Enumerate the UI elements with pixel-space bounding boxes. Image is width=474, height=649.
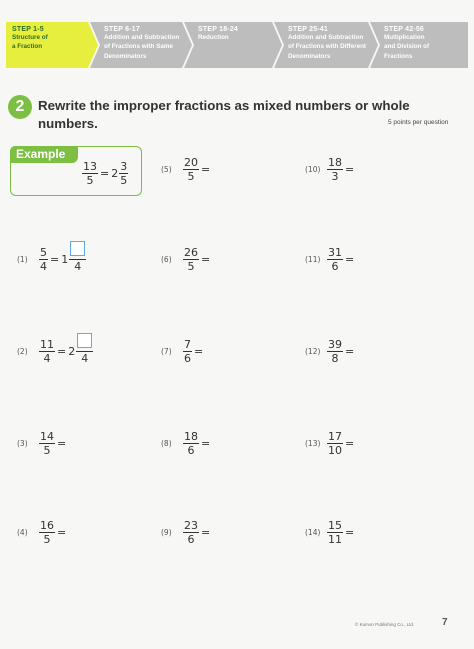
equals-sign: =: [201, 436, 211, 450]
equals-sign: =: [345, 252, 355, 266]
answer-fraction: [76, 333, 93, 364]
problem-label: (14): [305, 527, 321, 537]
fraction-denominator: 5: [187, 169, 195, 183]
problem-fraction: [327, 339, 343, 364]
problem-2: [17, 338, 93, 364]
equals-sign: =: [57, 436, 67, 450]
example-equation: [82, 160, 128, 186]
step-desc-line: Reduction: [198, 34, 229, 41]
problem-4: [17, 519, 68, 545]
equals-sign: =: [194, 344, 204, 358]
example-fraction: [82, 161, 98, 186]
problem-label: (11): [305, 254, 321, 264]
fraction-numerator: 13: [83, 159, 97, 173]
example-label: Example: [10, 146, 78, 163]
problem-5: [161, 156, 212, 182]
fraction-numerator: 14: [40, 429, 54, 443]
problem-9: [161, 519, 212, 545]
problem-label: (3): [17, 438, 28, 448]
problem-fraction: [183, 247, 199, 272]
fraction-denominator: 4: [43, 351, 51, 365]
problem-fraction: [39, 431, 55, 456]
step-desc-line: Multiplication: [384, 34, 425, 41]
fraction-denominator: 5: [43, 532, 51, 546]
step-desc-line: Addition and Subtraction: [288, 34, 364, 41]
fraction-denominator: 6: [187, 532, 195, 546]
problem-label: (10): [305, 164, 321, 174]
fraction-numerator: 5: [40, 245, 47, 259]
fraction-denominator: 10: [328, 443, 342, 457]
problem-fraction: [183, 431, 199, 456]
answer-fraction: [69, 241, 86, 272]
fraction-numerator: 20: [184, 155, 198, 169]
problem-13: [305, 430, 356, 456]
problem-fraction: [39, 247, 48, 272]
copyright-text: © Kumon Publishing Co., Ltd.: [355, 622, 415, 627]
fraction-denominator: 4: [81, 351, 89, 365]
whole-number: 2: [68, 344, 76, 358]
equals-sign: =: [345, 436, 355, 450]
problem-label: (1): [17, 254, 28, 264]
answer-numerator-box[interactable]: [76, 333, 93, 352]
step-title: STEP 25-41: [288, 26, 329, 33]
fraction-numerator: 18: [328, 155, 342, 169]
problem-label: (7): [161, 346, 172, 356]
fraction-denominator: 4: [40, 259, 47, 273]
fraction-denominator: 5: [187, 259, 195, 273]
step-desc-line: of Fractions with Different: [288, 43, 367, 51]
fraction-numerator: 11: [40, 337, 54, 351]
equals-sign: =: [57, 525, 67, 539]
problem-label: (4): [17, 527, 28, 537]
problem-label: (2): [17, 346, 28, 356]
fraction-denominator: 4: [74, 259, 82, 273]
problem-14: [305, 519, 356, 545]
equals-sign: =: [201, 162, 211, 176]
fraction-denominator: 5: [86, 173, 94, 187]
fraction-numerator: 18: [184, 429, 198, 443]
step-25-41: [274, 22, 378, 68]
problem-fraction: [39, 520, 55, 545]
fraction-denominator: 5: [43, 443, 51, 457]
problem-12: [305, 338, 356, 364]
fraction-denominator: 6: [184, 351, 191, 365]
answer-input-box[interactable]: [77, 333, 92, 348]
equals-sign: =: [100, 166, 110, 180]
step-desc-line: and Division of: [384, 43, 430, 51]
problem-label: (13): [305, 438, 321, 448]
problem-label: (8): [161, 438, 172, 448]
problem-fraction: [39, 339, 55, 364]
problem-fraction: [327, 431, 343, 456]
problem-fraction: [183, 339, 192, 364]
fraction-denominator: 8: [331, 351, 339, 365]
problem-label: (6): [161, 254, 172, 264]
step-1-5: [6, 22, 98, 68]
step-desc-line: Fractions: [384, 52, 413, 60]
problem-7: [161, 338, 205, 364]
fraction-numerator: 3: [120, 159, 128, 173]
step-desc-line: Structure of: [12, 34, 48, 41]
fraction-denominator: 6: [187, 443, 195, 457]
equals-sign: =: [201, 525, 211, 539]
step-42-56: [370, 22, 468, 68]
problem-1: [17, 246, 86, 272]
fraction-denominator: 3: [331, 169, 339, 183]
problem-3: [17, 430, 68, 456]
step-progress-bar: [6, 22, 468, 68]
step-title: STEP 42-56: [384, 26, 425, 33]
step-desc-line: Denominators: [104, 52, 147, 60]
problem-10: [305, 156, 356, 182]
fraction-numerator: 39: [328, 337, 342, 351]
equals-sign: =: [57, 344, 67, 358]
fraction-denominator: 11: [328, 532, 342, 546]
step-title: STEP 1-5: [12, 26, 44, 33]
whole-number: 1: [61, 252, 69, 266]
fraction-numerator: 23: [184, 518, 198, 532]
fraction-numerator: 16: [40, 518, 54, 532]
problem-8: [161, 430, 212, 456]
answer-numerator-box[interactable]: [69, 241, 86, 260]
fraction-denominator: 6: [331, 259, 339, 273]
equals-sign: =: [50, 252, 60, 266]
step-18-24: [184, 22, 282, 68]
step-title: STEP 18-24: [198, 26, 239, 33]
fraction-numerator: 7: [184, 337, 191, 351]
equals-sign: =: [345, 162, 355, 176]
problem-6: [161, 246, 212, 272]
equals-sign: =: [345, 344, 355, 358]
fraction-numerator: 15: [328, 518, 342, 532]
step-6-17: [90, 22, 192, 68]
equals-sign: =: [201, 252, 211, 266]
problem-fraction: [183, 520, 199, 545]
page-number: 7: [442, 617, 448, 628]
problem-label: (12): [305, 346, 321, 356]
section-number-badge: 2: [8, 95, 32, 119]
step-desc-line: Denominators: [288, 52, 331, 60]
step-title: STEP 6-17: [104, 26, 140, 33]
whole-number: 2: [111, 166, 119, 180]
problem-label: (5): [161, 164, 172, 174]
points-note: 5 points per question: [388, 119, 449, 126]
instruction-text: Rewrite the improper fractions as mixed numbers or whole numbers.: [38, 98, 410, 131]
problem-fraction: [327, 157, 343, 182]
step-desc-line: Addition and Subtraction: [104, 34, 180, 41]
answer-input-box[interactable]: [70, 241, 85, 256]
equals-sign: =: [345, 525, 355, 539]
step-desc-line: a Fraction: [12, 43, 43, 51]
answer-fraction: [119, 161, 128, 186]
fraction-numerator: 31: [328, 245, 342, 259]
fraction-numerator: 17: [328, 429, 342, 443]
step-desc-line: of Fractions with Same: [104, 43, 173, 51]
fraction-numerator: 26: [184, 245, 198, 259]
problem-fraction: [183, 157, 199, 182]
problem-label: (9): [161, 527, 172, 537]
problem-fraction: [327, 520, 343, 545]
problem-11: [305, 246, 356, 272]
problem-fraction: [327, 247, 343, 272]
fraction-denominator: 5: [120, 173, 128, 187]
